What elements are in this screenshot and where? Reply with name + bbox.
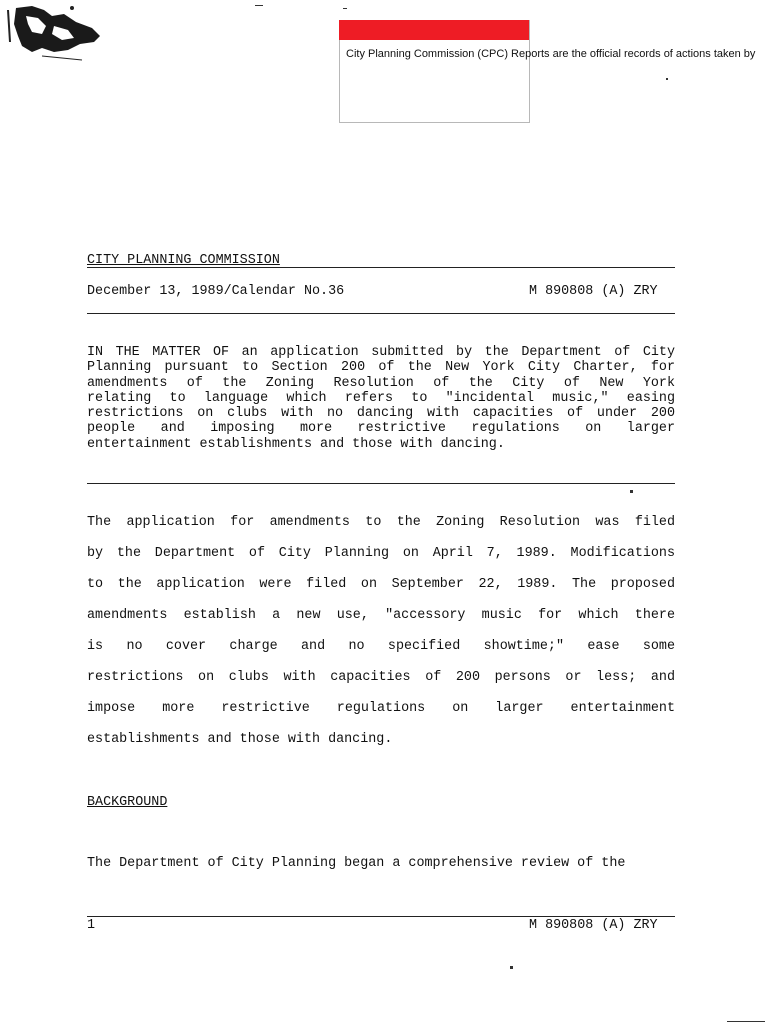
matter-line: IN THE MATTER OF an application submitted by the Department of City [87,345,675,360]
stamp-note: City Planning Commission (CPC) Reports are the official records of actions taken by [346,48,756,60]
matter-line: restrictions on clubs with no dancing with capacities of under 200 [87,406,675,422]
scan-speck [666,78,668,80]
body-line: impose more restrictive regulations on larger entertainment [87,701,675,716]
body-line: establishments and those with dancing. [87,732,393,747]
matter-paragraph [87,345,675,452]
scan-speck [630,490,633,493]
docket-number: M 890808 (A) ZRY [529,284,658,299]
body-line: amendments establish a new use, "accessory music for which there [87,608,675,623]
date-calendar: December 13, 1989/Calendar No.36 [87,284,345,299]
nyc-seal-logo [2,2,112,64]
footer-rule [87,916,675,917]
agency-title: CITY PLANNING COMMISSION [87,253,280,268]
background-first-line: The Department of City Planning began a comprehensive review of the [87,856,626,871]
body-line: to the application were filed on September 22, 1989. The proposed [87,577,675,592]
scan-speck [727,1021,765,1022]
matter-line: people and imposing more restrictive regulations on larger [87,421,675,437]
background-heading: BACKGROUND [87,795,168,810]
matter-line: entertainment establishments and those with dancing. [87,436,505,452]
scan-speck [255,5,263,6]
matter-line: relating to language which refers to "incidental music," easing [87,390,675,406]
body-line: is no cover charge and no specified showtime;" ease some [87,639,675,654]
body-line: The application for amendments to the Zoning Resolution was filed [87,515,675,530]
scan-speck [343,8,347,9]
matter-rule [87,483,675,484]
header-rule-top [87,267,675,268]
matter-line: Planning pursuant to Section 200 of the New York City Charter, for [87,360,675,376]
page-number: 1 [87,918,96,933]
scan-speck [510,966,513,969]
body-line: by the Department of City Planning on April 7, 1989. Modifications [87,546,675,561]
footer-docket: M 890808 (A) ZRY [529,918,658,933]
body-line: restrictions on clubs with capacities of 200 persons or less; and [87,670,675,685]
header-rule-bottom [87,313,675,314]
stamp-red-bar [339,20,529,40]
matter-line: amendments of the Zoning Resolution of the City of New York [87,375,675,391]
